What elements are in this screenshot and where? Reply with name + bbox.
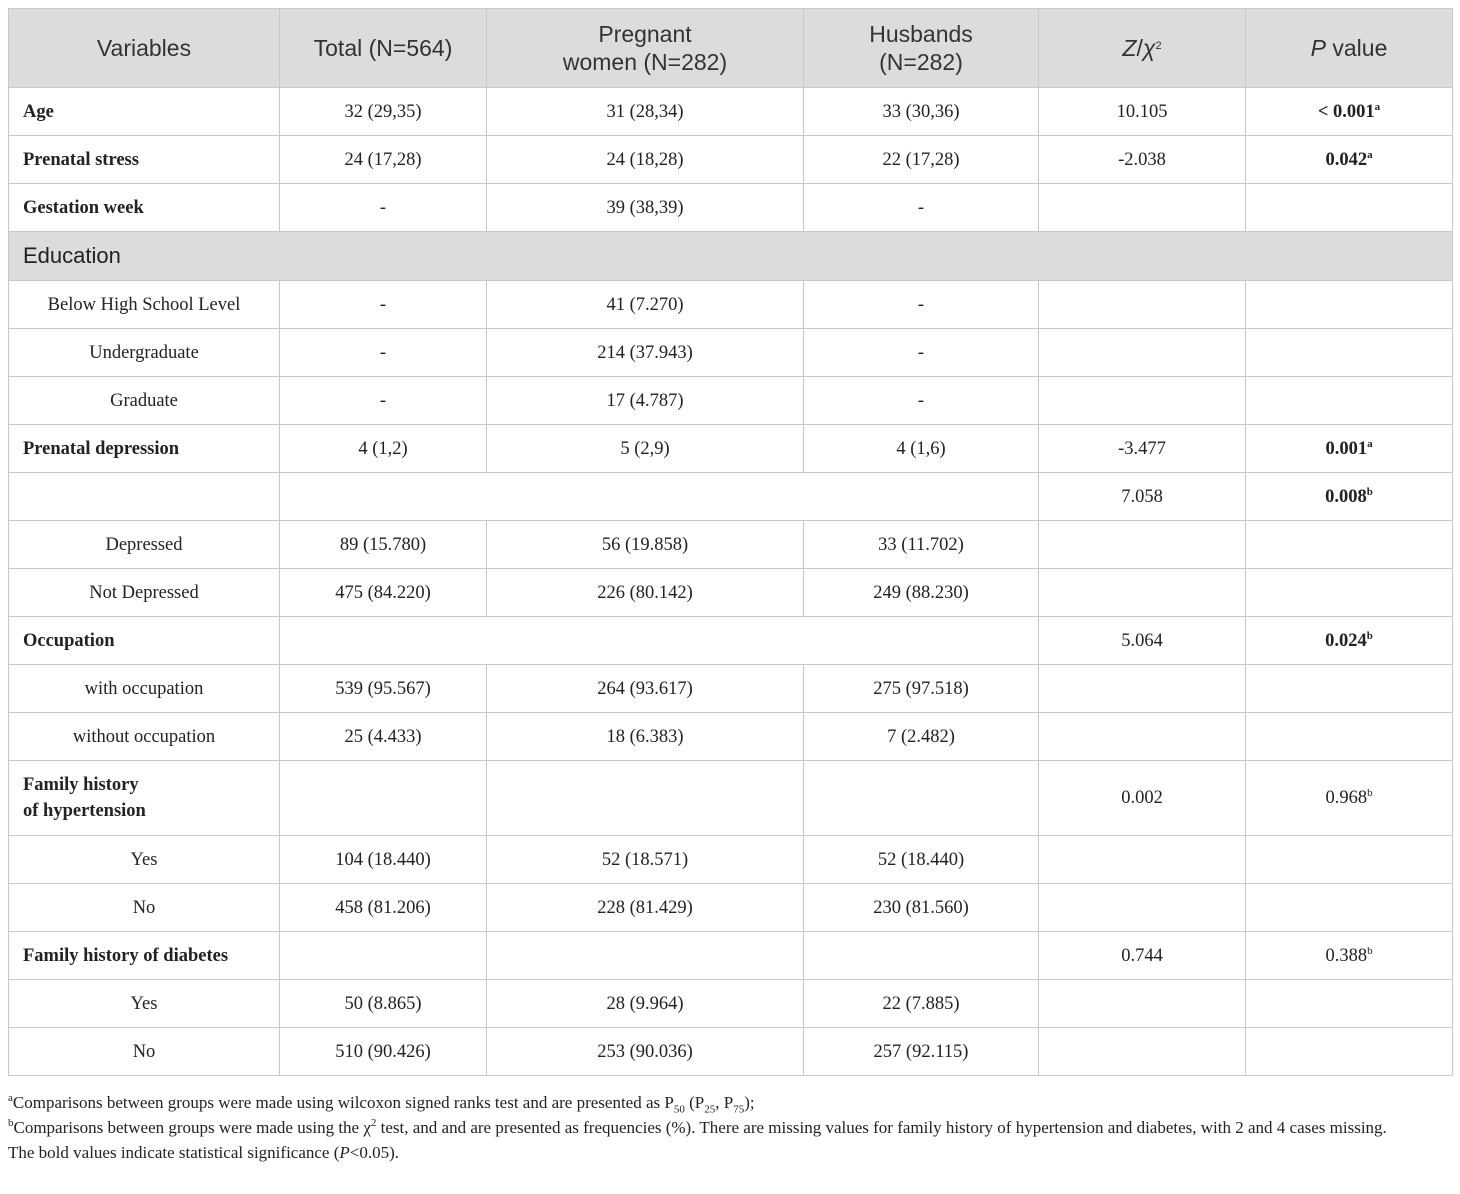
cell-statistic: 10.105 [1039, 88, 1246, 136]
cell-p-value [1246, 836, 1453, 884]
cell-p-value: 0.001$^a$ [1246, 425, 1453, 473]
cell-p-value [1246, 569, 1453, 617]
table-row [9, 980, 1453, 1028]
cell-husbands: 7 (2.482) [804, 713, 1039, 761]
cell-total [280, 761, 487, 836]
cell-statistic [1039, 980, 1246, 1028]
cell-husbands: 230 (81.560) [804, 884, 1039, 932]
cell-husbands: 22 (7.885) [804, 980, 1039, 1028]
characteristics-table [8, 8, 1453, 1076]
cell-husbands: 33 (30,36) [804, 88, 1039, 136]
row-label: Family history of diabetes [9, 932, 280, 980]
table-row [9, 521, 1453, 569]
footnote-b: $^b$Comparisons between groups were made using the $\chi^2$ test, and and are presented as frequencies (%). There are missing values for family history of hypertension and diabetes, with 2 and 4 cases missing. [8, 1117, 1387, 1137]
cell-merged [280, 473, 1039, 521]
section-row [9, 232, 1453, 281]
table-row [9, 761, 1453, 836]
row-label: without occupation [9, 713, 280, 761]
cell-statistic [1039, 184, 1246, 232]
row-label: Undergraduate [9, 329, 280, 377]
cell-total: - [280, 377, 487, 425]
cell-statistic [1039, 1028, 1246, 1076]
cell-pregnant [487, 932, 804, 980]
cell-statistic [1039, 569, 1246, 617]
cell-p-value [1246, 329, 1453, 377]
cell-statistic: 7.058 [1039, 473, 1246, 521]
header-statistic: $Z/\chi^2$ [1039, 9, 1246, 88]
cell-pregnant [487, 761, 804, 836]
row-label: Yes [9, 836, 280, 884]
table-row [9, 473, 1453, 521]
header-p-value: P value [1246, 9, 1453, 88]
cell-statistic: 5.064 [1039, 617, 1246, 665]
cell-total: 104 (18.440) [280, 836, 487, 884]
cell-husbands: 52 (18.440) [804, 836, 1039, 884]
cell-total: 25 (4.433) [280, 713, 487, 761]
cell-total: 475 (84.220) [280, 569, 487, 617]
row-label: Prenatal stress [9, 136, 280, 184]
row-label: No [9, 1028, 280, 1076]
table-row [9, 281, 1453, 329]
cell-pregnant: 41 (7.270) [487, 281, 804, 329]
row-label: Yes [9, 980, 280, 1028]
cell-statistic [1039, 281, 1246, 329]
cell-statistic: 0.744 [1039, 932, 1246, 980]
row-label: Gestation week [9, 184, 280, 232]
row-label: Prenatal depression [9, 425, 280, 473]
cell-pregnant: 31 (28,34) [487, 88, 804, 136]
cell-total: - [280, 329, 487, 377]
cell-pregnant: 18 (6.383) [487, 713, 804, 761]
cell-pregnant: 39 (38,39) [487, 184, 804, 232]
cell-pregnant: 264 (93.617) [487, 665, 804, 713]
cell-husbands: 257 (92.115) [804, 1028, 1039, 1076]
header-husbands: Husbands (N=282) [804, 9, 1039, 88]
cell-statistic [1039, 836, 1246, 884]
cell-statistic [1039, 329, 1246, 377]
row-label: Age [9, 88, 280, 136]
footnote-a: $^a$Comparisons between groups were made using wilcoxon signed ranks test and are presented as $P_{50}$ ($P_{25}$, $P_{75}$); [8, 1092, 755, 1116]
cell-p-value [1246, 884, 1453, 932]
cell-husbands: - [804, 281, 1039, 329]
table-row [9, 713, 1453, 761]
cell-total: 50 (8.865) [280, 980, 487, 1028]
table-row [9, 932, 1453, 980]
cell-p-value [1246, 665, 1453, 713]
row-label: with occupation [9, 665, 280, 713]
cell-p-value [1246, 184, 1453, 232]
cell-husbands: 33 (11.702) [804, 521, 1039, 569]
cell-p-value [1246, 980, 1453, 1028]
row-label: Below High School Level [9, 281, 280, 329]
header-total: Total (N=564) [280, 9, 487, 88]
cell-pregnant: 5 (2,9) [487, 425, 804, 473]
cell-p-value: 0.008$^b$ [1246, 473, 1453, 521]
table-row [9, 329, 1453, 377]
cell-p-value [1246, 377, 1453, 425]
cell-total: 539 (95.567) [280, 665, 487, 713]
cell-merged [280, 617, 1039, 665]
cell-pregnant: 253 (90.036) [487, 1028, 804, 1076]
cell-husbands: - [804, 377, 1039, 425]
cell-p-value [1246, 521, 1453, 569]
cell-husbands [804, 932, 1039, 980]
table-row [9, 88, 1453, 136]
cell-pregnant: 226 (80.142) [487, 569, 804, 617]
table-row [9, 884, 1453, 932]
table-container [8, 8, 1452, 1076]
header-row [9, 9, 1453, 88]
cell-pregnant: 52 (18.571) [487, 836, 804, 884]
cell-statistic [1039, 665, 1246, 713]
cell-husbands: 275 (97.518) [804, 665, 1039, 713]
row-label: No [9, 884, 280, 932]
table-row [9, 425, 1453, 473]
table-row [9, 1028, 1453, 1076]
cell-total: 510 (90.426) [280, 1028, 487, 1076]
table-row [9, 184, 1453, 232]
cell-pregnant: 17 (4.787) [487, 377, 804, 425]
cell-statistic: 0.002 [1039, 761, 1246, 836]
cell-statistic [1039, 713, 1246, 761]
cell-p-value: 0.968$^b$ [1246, 761, 1453, 836]
row-label [9, 473, 280, 521]
table-row [9, 377, 1453, 425]
cell-p-value: 0.388$^b$ [1246, 932, 1453, 980]
cell-statistic: -3.477 [1039, 425, 1246, 473]
row-label: Occupation [9, 617, 280, 665]
cell-total [280, 932, 487, 980]
footnotes [8, 1090, 1452, 1165]
table-row [9, 136, 1453, 184]
cell-total: 89 (15.780) [280, 521, 487, 569]
cell-p-value [1246, 1028, 1453, 1076]
section-education: Education [9, 232, 1453, 281]
cell-total: 4 (1,2) [280, 425, 487, 473]
table-row [9, 569, 1453, 617]
table-row [9, 617, 1453, 665]
cell-husbands: - [804, 184, 1039, 232]
cell-p-value: 0.042$^a$ [1246, 136, 1453, 184]
cell-total: - [280, 281, 487, 329]
header-variables: Variables [9, 9, 280, 88]
cell-total: 32 (29,35) [280, 88, 487, 136]
cell-p-value [1246, 713, 1453, 761]
header-pregnant: Pregnant women (N=282) [487, 9, 804, 88]
cell-husbands [804, 761, 1039, 836]
cell-total: - [280, 184, 487, 232]
row-label: Graduate [9, 377, 280, 425]
cell-statistic [1039, 521, 1246, 569]
cell-p-value: 0.024$^b$ [1246, 617, 1453, 665]
cell-statistic [1039, 377, 1246, 425]
table-row [9, 665, 1453, 713]
cell-husbands: - [804, 329, 1039, 377]
cell-husbands: 249 (88.230) [804, 569, 1039, 617]
cell-statistic [1039, 884, 1246, 932]
cell-pregnant: 24 (18,28) [487, 136, 804, 184]
footnote-bold: The bold values indicate statistical significance (P<0.05). [8, 1143, 400, 1162]
row-label: Family history of hypertension [9, 761, 280, 836]
cell-pregnant: 228 (81.429) [487, 884, 804, 932]
cell-pregnant: 214 (37.943) [487, 329, 804, 377]
cell-p-value: < 0.001$^a$ [1246, 88, 1453, 136]
cell-total: 24 (17,28) [280, 136, 487, 184]
cell-statistic: -2.038 [1039, 136, 1246, 184]
cell-husbands: 4 (1,6) [804, 425, 1039, 473]
row-label: Depressed [9, 521, 280, 569]
row-label: Not Depressed [9, 569, 280, 617]
cell-pregnant: 56 (19.858) [487, 521, 804, 569]
cell-p-value [1246, 281, 1453, 329]
cell-pregnant: 28 (9.964) [487, 980, 804, 1028]
cell-total: 458 (81.206) [280, 884, 487, 932]
cell-husbands: 22 (17,28) [804, 136, 1039, 184]
table-row [9, 836, 1453, 884]
